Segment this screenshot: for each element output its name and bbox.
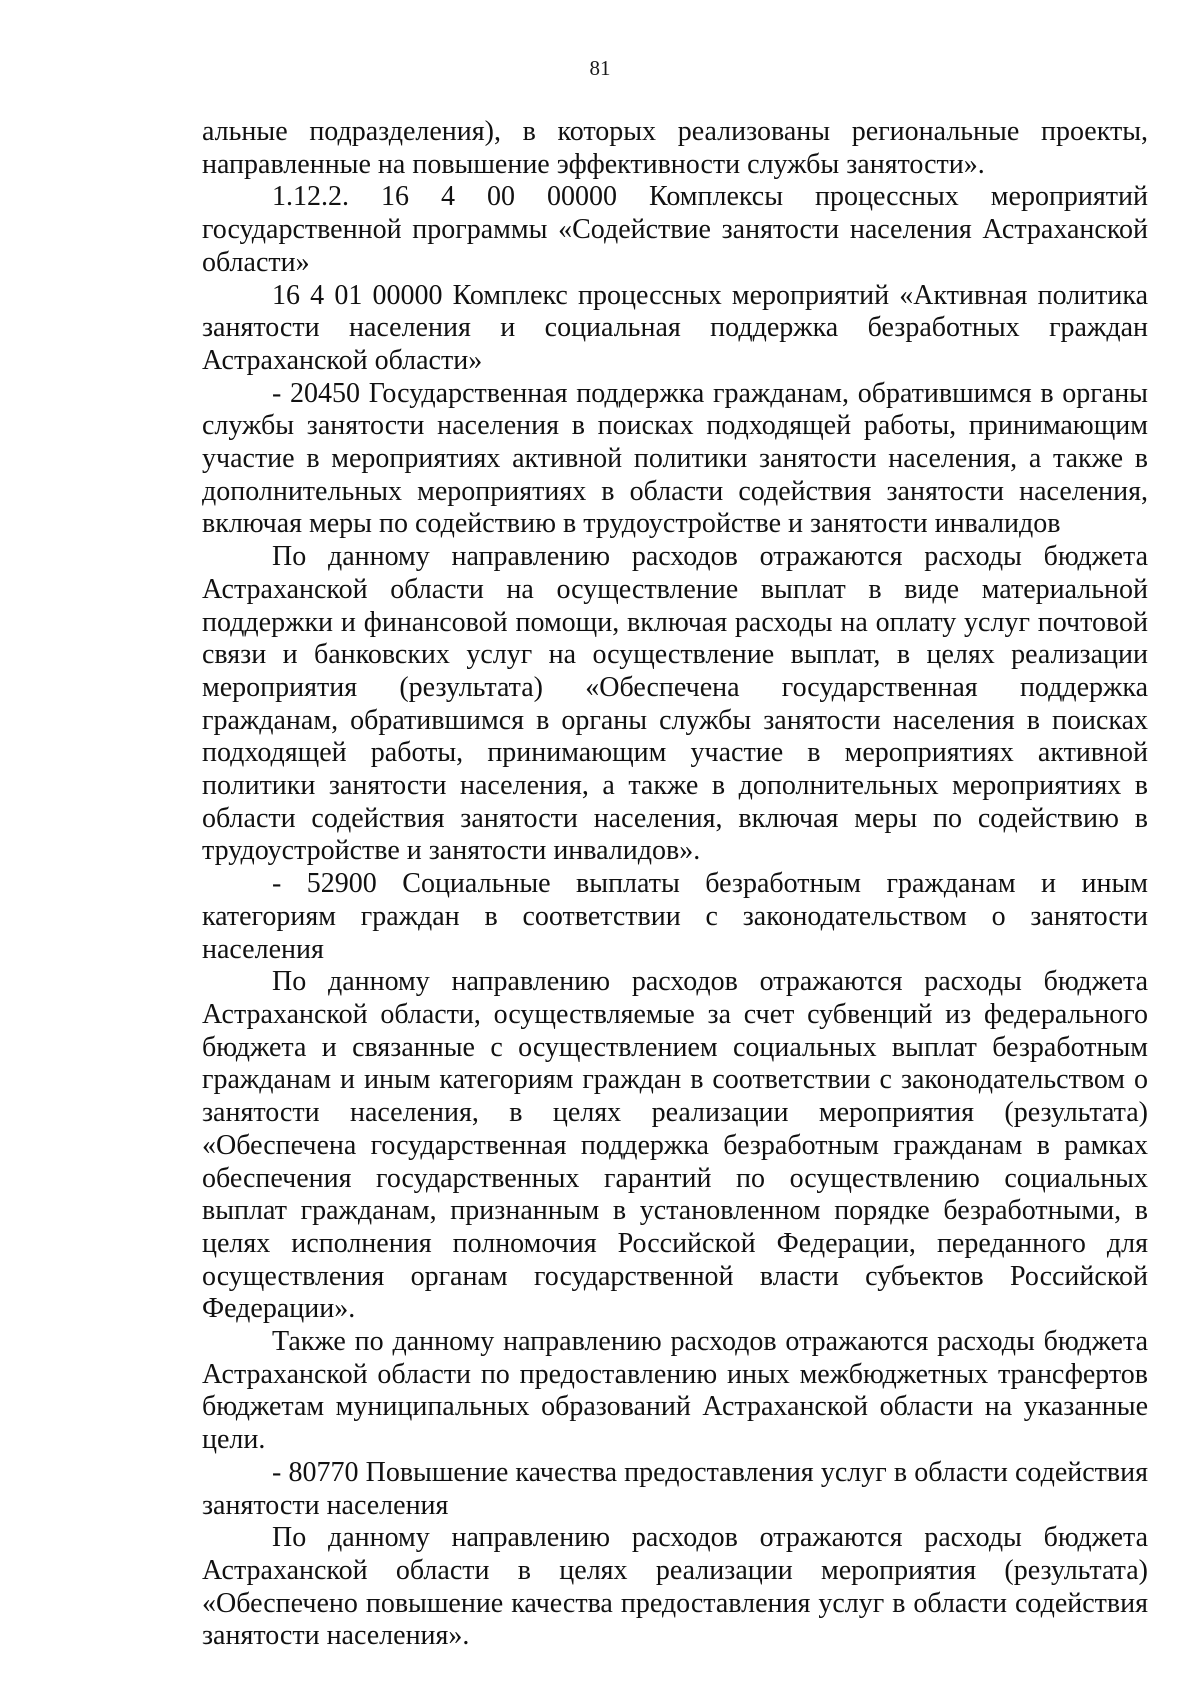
paragraph-complex-heading: 16 4 01 00000 Комплекс процессных мероприятий «Активная политика занятости населения и социальная поддержка безработных граждан Астраханской области» bbox=[202, 279, 1148, 376]
paragraph-continuation: альные подразделения), в которых реализованы региональные проекты, направленные на повышение эффективности службы занятости». bbox=[202, 116, 1148, 180]
paragraph-description-20450: По данному направлению расходов отражаются расходы бюджета Астраханской области на осуществление выплат в виде материальной поддержки и финансовой помощи, включая расходы на оплату услуг почтовой связи и банковских услуг на осуществление выплат, в целях реализации мероприятия (результата) «Обеспечена государственная поддержка гражданам, обратившимся в органы службы занятости населения в поисках подходящей работы, принимающим участие в мероприятиях активной политики занятости населения, а также в дополнительных мероприятиях в области содействия занятости населения, включая меры по содействию в трудоустройстве и занятости инвалидов». bbox=[202, 541, 1148, 867]
paragraph-description-80770: По данному направлению расходов отражаются расходы бюджета Астраханской области в целях реализации мероприятия (результата) «Обеспечено повышение качества предоставления услуг в области содействия занятости населения». bbox=[202, 1522, 1148, 1652]
paragraph-description-52900: По данному направлению расходов отражаются расходы бюджета Астраханской области, осуществляемые за счет субвенций из федерального бюджета и связанные с осуществлением социальных выплат безработным гражданам и иным категориям граждан в соответствии с законодательством о занятости населения, в целях реализации мероприятия (результата) «Обеспечена государственная поддержка безработным гражданам в рамках обеспечения государственных гарантий по осуществлению социальных выплат гражданам, признанным в установленном порядке безработными, в целях исполнения полномочия Российской Федерации, переданного для осуществления органам государственной власти субъектов Российской Федерации». bbox=[202, 966, 1148, 1325]
paragraph-section-heading: 1.12.2. 16 4 00 00000 Комплексы процессных мероприятий государственной программы «Содействие занятости населения Астраханской области» bbox=[202, 181, 1148, 278]
paragraph-item-52900: - 52900 Социальные выплаты безработным гражданам и иным категориям граждан в соответствии с законодательством о занятости населения bbox=[202, 868, 1148, 965]
paragraph-description-52900-extra: Также по данному направлению расходов отражаются расходы бюджета Астраханской области по предоставлению иных межбюджетных трансфертов бюджетам муниципальных образований Астраханской области на указанные цели. bbox=[202, 1326, 1148, 1456]
paragraph-item-80770: - 80770 Повышение качества предоставления услуг в области содействия занятости населения bbox=[202, 1456, 1148, 1521]
paragraph-item-20450: - 20450 Государственная поддержка гражданам, обратившимся в органы службы занятости населения в поисках подходящей работы, принимающим участие в мероприятиях активной политики занятости населения, а также в дополнительных мероприятиях в области содействия занятости населения, включая меры по содействию в трудоустройстве и занятости инвалидов bbox=[202, 377, 1148, 540]
document-body bbox=[202, 116, 1148, 1653]
page-number: 81 bbox=[589, 56, 611, 80]
